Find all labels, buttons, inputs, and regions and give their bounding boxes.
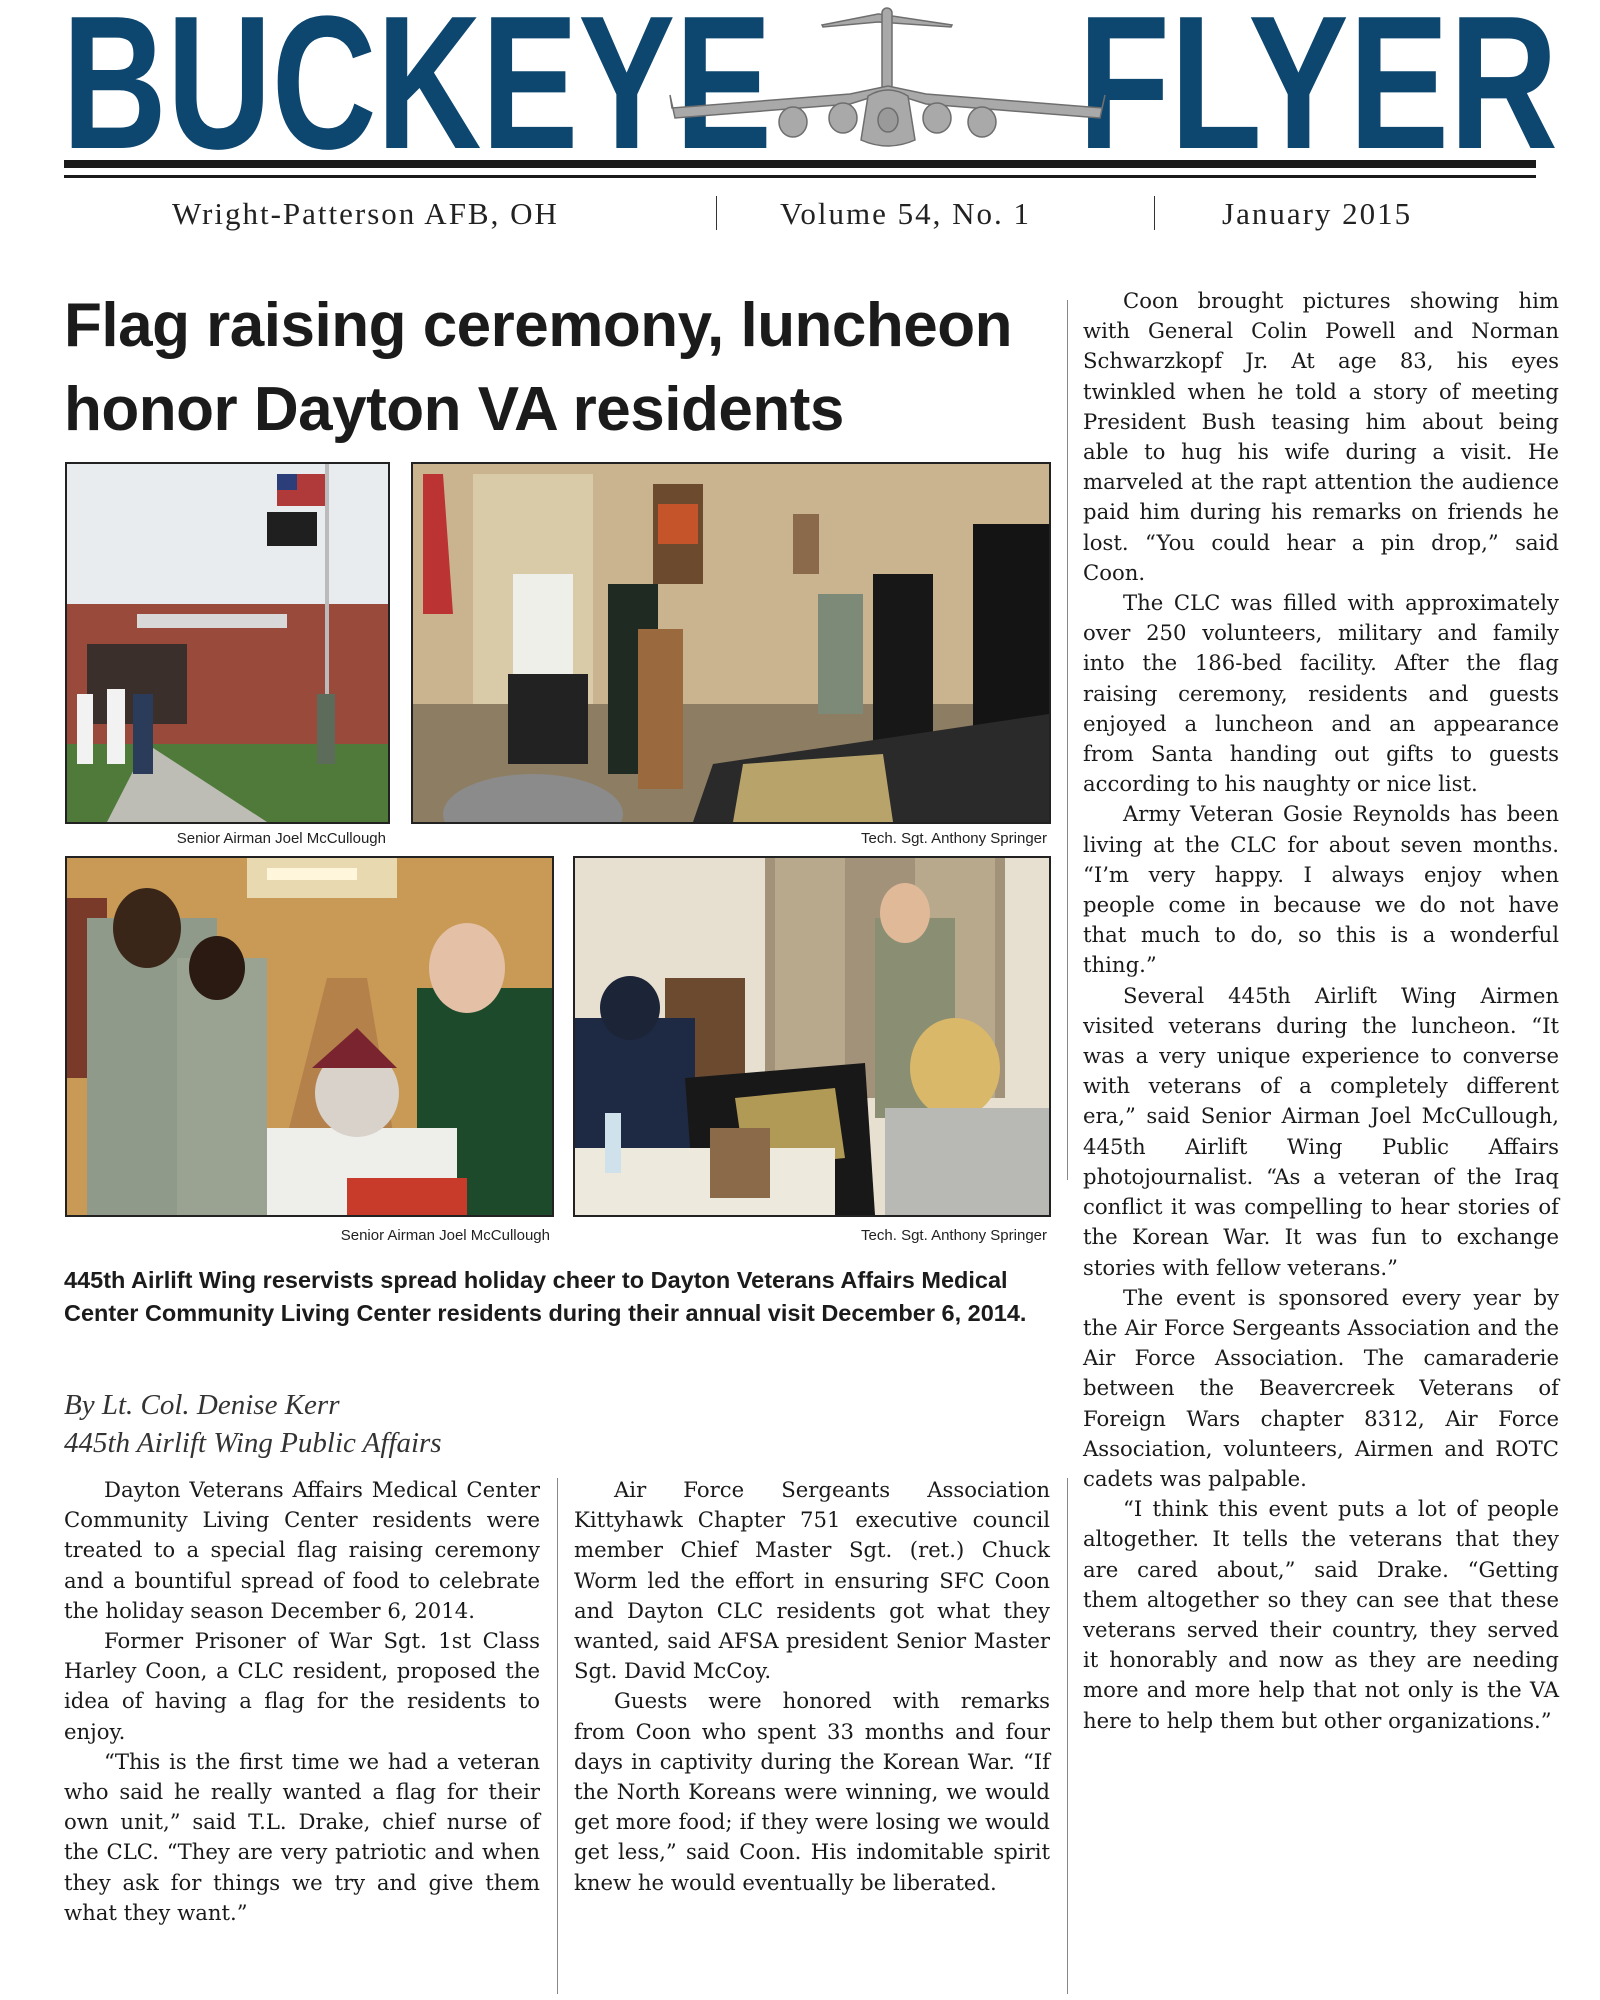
paragraph: Army Veteran Gosie Reynolds has been living at the CLC for about seven months. “I’m very happy. I always enjoy when people come in because we do not have that much to do, so this is a wonderful thing.”: [1083, 801, 1559, 978]
dateline: [0, 196, 1600, 236]
paragraph: Guests were honored with remarks from Coon who spent 33 months and four days in captivity during the Korean War. “If the North Koreans were winning, we would get more food; if they were losing we would get less,” said Coon. His indomitable spirit knew he would eventually be liberated.: [574, 1688, 1050, 1895]
photo-podium-ceremony: [411, 462, 1051, 824]
byline: [64, 1386, 664, 1462]
headline-line: honor Dayton VA residents: [64, 375, 844, 444]
issue-date: January 2015: [1222, 196, 1413, 231]
masthead: [0, 0, 1600, 231]
column-divider: [557, 1478, 558, 1994]
column-divider: [1067, 1478, 1068, 1994]
paragraph: Air Force Sergeants Association Kittyhawk Chapter 751 executive council member Chief Master Sgt. (ret.) Chuck Worm led the effort in ensuring SFC Coon and Dayton CLC residents got what they wanted, said AFSA president Senior Master Sgt. David McCoy.: [574, 1477, 1050, 1684]
photo-credit: Tech. Sgt. Anthony Springer: [861, 1227, 1047, 1244]
paragraph: “I think this event puts a lot of people altogether. It tells the veterans that they are cared about,” said Drake. “Getting them altogether so they can see that these veterans served their country, they served it honorably and now as they are needing more and more help that not only is the VA here to help them but other organizations.”: [1083, 1496, 1559, 1733]
article-column-2: [574, 1475, 1050, 1898]
article-headline: [64, 284, 1064, 452]
photo-credit: Senior Airman Joel McCullough: [176, 830, 386, 847]
paragraph: Several 445th Airlift Wing Airmen visited veterans during the luncheon. “It was a very unique experience to converse with veterans of a completely different era,” said Senior Airman Joel McCullough, 445th Airlift Wing Public Affairs photojournalist. “As a veteran of the Iraq conflict it was compelling to hear stories of the Korean War. It was fun to exchange stories with fellow veterans.”: [1083, 982, 1559, 1280]
logo-word-flyer: FLYER: [1078, 0, 1558, 160]
photo-credit: Senior Airman Joel McCullough: [340, 1227, 550, 1244]
paragraph: Former Prisoner of War Sgt. 1st Class Harley Coon, a CLC resident, proposed the idea of having a flag for the residents to enjoy.: [64, 1628, 540, 1744]
photo-hallway-visit: [65, 856, 554, 1217]
paragraph: The CLC was filled with approximately over 250 volunteers, military and family into the 186-bed facility. After the flag raising ceremony, residents and guests enjoyed a luncheon and an appearance from Santa handing out gifts to guests according to his naughty or nice list.: [1083, 590, 1559, 797]
buckeye-flyer-logo: [0, 0, 1600, 160]
photo-flag-raising: [65, 462, 390, 824]
byline-unit: 445th Airlift Wing Public Affairs: [64, 1427, 442, 1459]
volume-number: Volume 54, No. 1: [780, 196, 1032, 231]
article-column-3: [1083, 286, 1559, 1736]
paragraph: “This is the first time we had a veteran who said he really wanted a flag for their own unit,” said T.L. Drake, chief nurse of the CLC. “They are very patriotic and when they ask for things we try and give them what they want.”: [64, 1748, 540, 1925]
paragraph: The event is sponsored every year by the Air Force Sergeants Association and the Air Force Association. The camaraderie between the Beavercreek Veterans of Foreign Wars chapter 8312, Air Force Association, volunteers, Airmen and ROTC cadets was palpable.: [1083, 1284, 1559, 1491]
column-divider: [1067, 300, 1068, 1180]
photo-credit: Tech. Sgt. Anthony Springer: [861, 830, 1047, 847]
location: Wright-Patterson AFB, OH: [172, 196, 559, 231]
dateline-divider: [1154, 196, 1155, 230]
masthead-rule-thin: [64, 175, 1536, 178]
masthead-rule-thick: [64, 160, 1536, 168]
dateline-divider: [716, 196, 717, 230]
logo-word-buckeye: BUCKEYE: [62, 0, 772, 160]
headline-line: Flag raising ceremony, luncheon: [64, 291, 1013, 360]
paragraph: Dayton Veterans Affairs Medical Center Community Living Center residents were treated to a special flag raising ceremony and a bountiful spread of food to celebrate the holiday season December 6, 2014.: [64, 1477, 540, 1623]
photo-cutline: 445th Airlift Wing reservists spread holiday cheer to Dayton Veterans Affairs Medical Center Community Living Center residents during their annual visit December 6, 2014.: [64, 1267, 1027, 1326]
article-column-1: [64, 1475, 540, 1928]
photo-luncheon-visit: [573, 856, 1051, 1217]
byline-author: By Lt. Col. Denise Kerr: [64, 1389, 340, 1421]
paragraph: Coon brought pictures showing him with General Colin Powell and Norman Schwarzkopf Jr. At age 83, his eyes twinkled when he told a story of meeting President Bush teasing him about being able to hug his wife during a visit. He marveled at the rapt attention the audience paid him during his remarks on friends he lost. “You could hear a pin drop,” said Coon.: [1083, 288, 1559, 585]
